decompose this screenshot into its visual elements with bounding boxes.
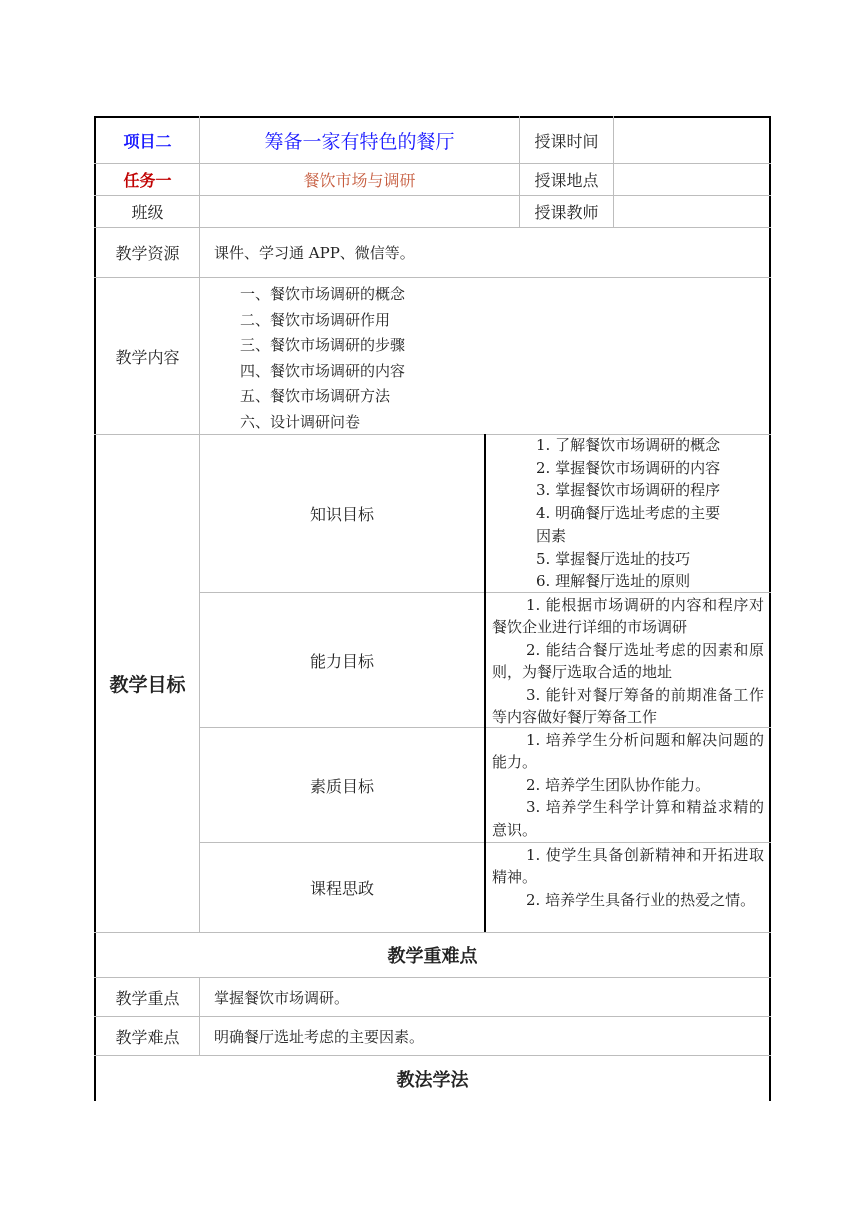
content-item: 二、餐饮市场调研作用	[240, 310, 391, 329]
knowledge-label: 知识目标	[309, 505, 374, 524]
knowledge-item: 4. 明确餐厅选址考虑的主要	[536, 504, 721, 523]
ideology-label: 课程思政	[309, 879, 374, 898]
quality-item: 2. 培养学生团队协作能力。	[526, 775, 711, 794]
ideology-list	[492, 844, 764, 932]
place-label: 授课地点	[534, 171, 599, 190]
difficulty-label: 教学难点	[115, 1027, 180, 1047]
quality-item: 1. 培养学生分析问题和解决问题的能力。	[492, 731, 764, 772]
time-value[interactable]	[614, 118, 769, 163]
lesson-plan-table	[94, 116, 771, 1101]
knowledge-item: 因素	[536, 526, 567, 545]
ability-item: 1. 能根据市场调研的内容和程序对餐饮企业进行详细的市场调研	[492, 596, 764, 637]
class-label: 班级	[131, 203, 164, 222]
project-label: 项目二	[123, 132, 172, 151]
resources-label: 教学资源	[115, 244, 180, 263]
ideology-item: 2. 培养学生具备行业的热爱之情。	[526, 890, 756, 909]
teacher-value[interactable]	[614, 196, 769, 227]
content-item: 五、餐饮市场调研方法	[240, 387, 391, 406]
time-label: 授课时间	[534, 132, 599, 151]
content-item: 一、餐饮市场调研的概念	[240, 285, 406, 303]
ideology-item: 1. 使学生具备创新精神和开拓进取精神。	[492, 846, 764, 887]
class-value[interactable]	[200, 196, 519, 227]
task-label: 任务一	[123, 171, 172, 190]
focus-label: 教学重点	[115, 988, 180, 1008]
ability-label: 能力目标	[309, 651, 374, 671]
focus-value: 掌握餐饮市场调研。	[214, 988, 350, 1007]
teacher-label: 授课教师	[534, 203, 599, 222]
goals-label: 教学目标	[109, 674, 186, 696]
content-list	[240, 282, 760, 432]
resources-value: 课件、学习通 APP、微信等。	[214, 244, 415, 262]
col-divider-strong	[484, 434, 486, 932]
difficulty-value: 明确餐厅选址考虑的主要因素。	[214, 1027, 425, 1046]
quality-list	[492, 729, 764, 842]
ability-item: 2. 能结合餐厅选址考虑的因素和原则，为餐厅选取合适的地址	[492, 640, 764, 682]
place-value[interactable]	[614, 164, 769, 195]
project-title: 筹备一家有特色的餐厅	[264, 131, 455, 153]
knowledge-item: 1. 了解餐饮市场调研的概念	[536, 436, 721, 454]
content-item: 六、设计调研问卷	[240, 412, 361, 431]
knowledge-list	[536, 434, 768, 592]
task-title: 餐饮市场与调研	[303, 171, 416, 190]
knowledge-item: 2. 掌握餐饮市场调研的内容	[536, 458, 721, 477]
table-right-border	[769, 116, 771, 1101]
methods-heading: 教法学法	[396, 1069, 469, 1091]
quality-item: 3. 培养学生科学计算和精益求精的意识。	[492, 798, 764, 839]
quality-label: 素质目标	[309, 776, 374, 796]
content-item: 三、餐饮市场调研的步骤	[240, 336, 406, 355]
knowledge-item: 3. 掌握餐饮市场调研的程序	[536, 481, 721, 500]
ability-list	[492, 594, 764, 727]
knowledge-item: 6. 理解餐厅选址的原则	[536, 572, 691, 591]
knowledge-item: 5. 掌握餐厅选址的技巧	[536, 549, 691, 568]
content-item: 四、餐饮市场调研的内容	[240, 361, 406, 380]
ability-item: 3. 能针对餐厅筹备的前期准备工作等内容做好餐厅筹备工作	[492, 685, 764, 727]
content-label: 教学内容	[115, 347, 180, 367]
key-points-heading: 教学重难点	[387, 946, 478, 967]
